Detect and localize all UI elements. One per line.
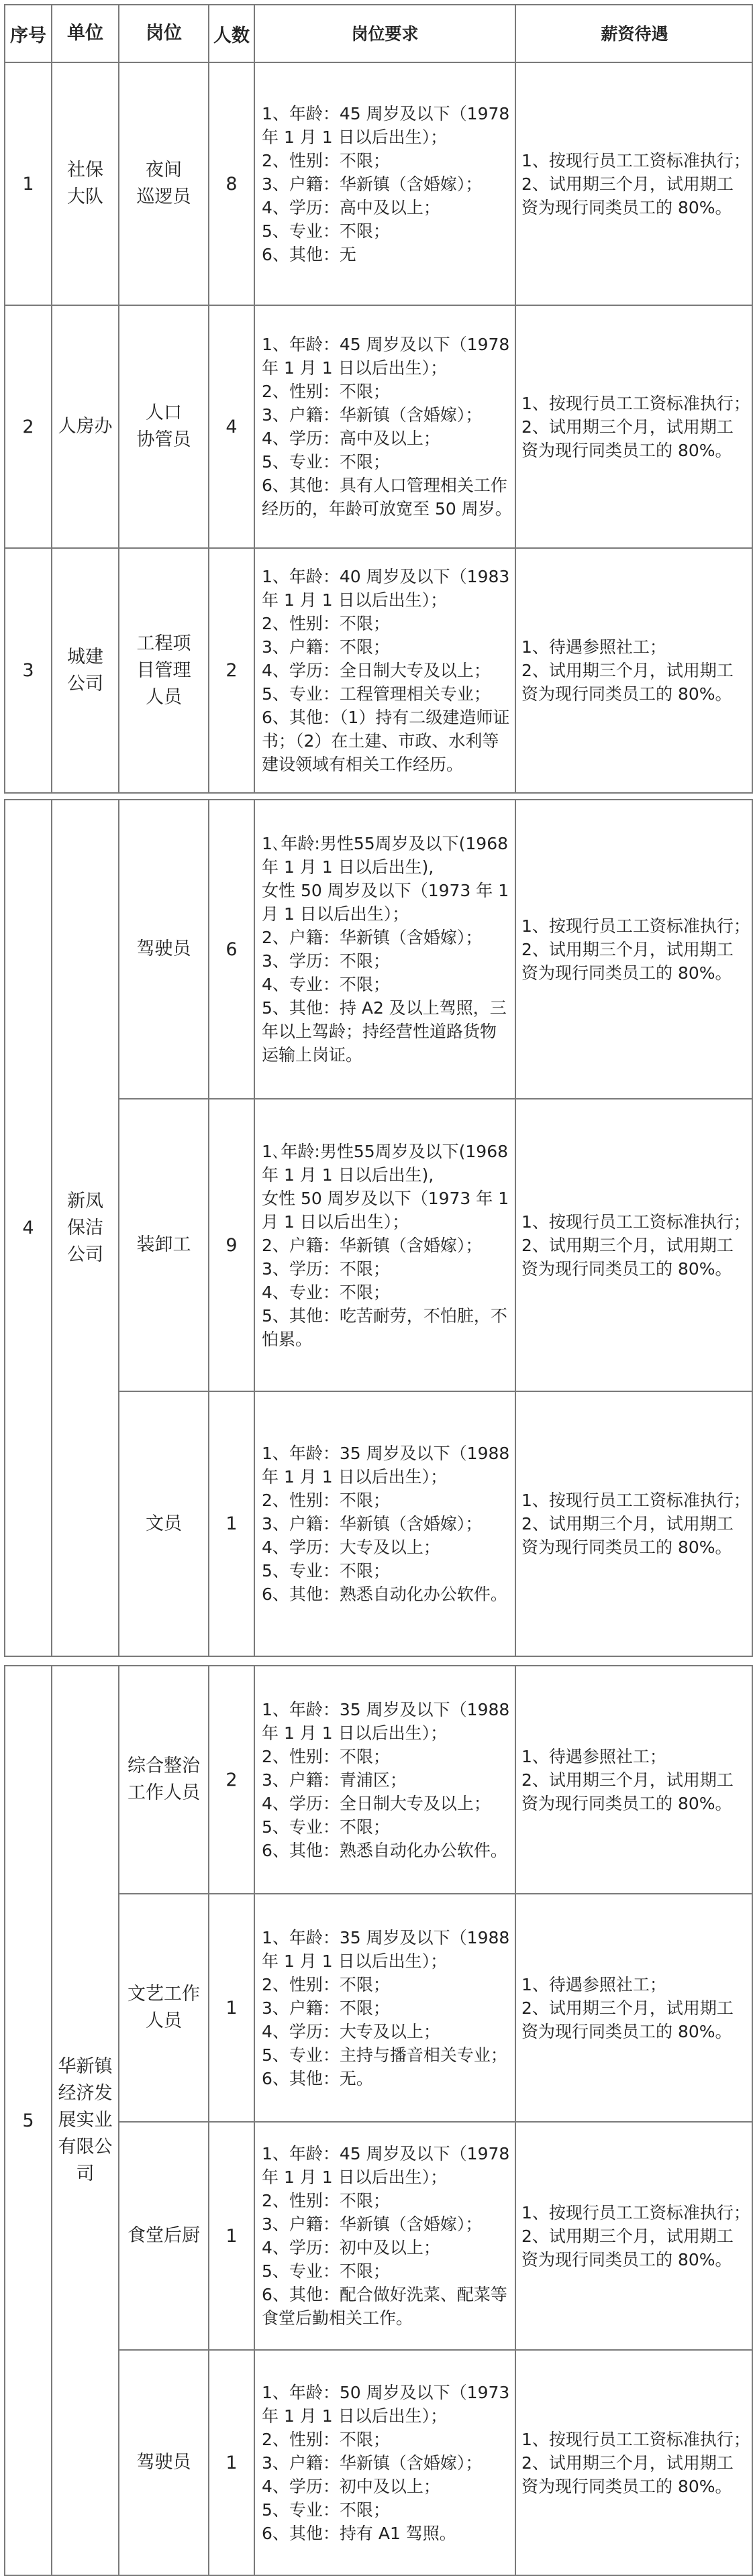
requirement-line: 3、户籍：不限；	[262, 637, 390, 657]
requirement-line: 4、学历：高中及以上；	[262, 429, 440, 448]
salary-line: 2、试用期三个月，试用期工	[521, 661, 734, 680]
position-cell	[119, 2350, 209, 2575]
salary-line: 2、试用期三个月，试用期工	[521, 417, 734, 437]
count-cell: 1	[209, 1894, 254, 2122]
requirement-line: 3、户籍：华新镇（含婚嫁）；	[262, 2214, 483, 2234]
requirement-line: 1､年龄:男性55周岁及以下(1968	[262, 834, 509, 853]
requirement-line: 2、性别：不限；	[262, 1974, 390, 1994]
salary-line: 2、试用期三个月，试用期工	[521, 174, 734, 194]
requirement-line: 5、专业：不限；	[262, 1817, 390, 1837]
recruitment-document	[0, 4, 750, 2543]
unit-line: 司	[76, 2163, 95, 2184]
count-cell: 1	[209, 1391, 254, 1656]
requirement-line: 3、户籍：华新镇（含婚嫁）；	[262, 174, 483, 194]
unit-line: 有限公	[58, 2137, 113, 2157]
requirement-line: 年以上驾龄；持经营性道路货物	[262, 1022, 497, 1041]
salary-line: 1、按现行员工工资标准执行；	[521, 1212, 750, 1232]
requirement-line: 2、性别：不限；	[262, 614, 390, 633]
unit-line: 社保	[67, 160, 103, 180]
requirement-line: 6、其他：熟悉自动化办公软件。	[262, 1840, 507, 1860]
salary-cell	[515, 2122, 752, 2350]
requirements-cell	[254, 62, 515, 305]
requirement-line: 2、户籍：华新镇（含婚嫁）；	[262, 1235, 483, 1255]
requirements-cell	[254, 305, 515, 548]
requirement-line: 4、专业：不限；	[262, 1282, 390, 1302]
requirement-line: 5、其他：吃苦耐劳，不怕脏，不	[262, 1305, 507, 1326]
table-header-row	[5, 5, 752, 62]
position-line: 人员	[146, 686, 182, 708]
header-salary: 薪资待遇	[515, 5, 752, 62]
salary-line: 2、试用期三个月，试用期工	[521, 1514, 734, 1534]
position-line: 工作人员	[128, 1782, 200, 1803]
header-position: 岗位	[119, 5, 209, 62]
requirement-line: 5、专业：不限；	[262, 2500, 390, 2520]
salary-cell	[515, 1894, 752, 2122]
requirements-cell	[254, 1894, 515, 2122]
salary-line: 1、按现行员工工资标准执行；	[521, 916, 750, 936]
requirement-line: 6、其他：配合做好洗菜、配菜等	[262, 2285, 507, 2304]
position-line: 食堂后厨	[128, 2225, 200, 2246]
requirement-line: 2、性别：不限；	[262, 382, 390, 401]
salary-line: 2、试用期三个月，试用期工	[521, 2226, 734, 2246]
salary-line: 2、试用期三个月，试用期工	[521, 1235, 734, 1255]
requirement-line: 女性 50 周岁及以下（1973 年 1	[262, 881, 509, 900]
salary-line: 资为现行同类员工的 80%。	[521, 2476, 732, 2496]
requirement-line: 5、其他：持 A2 及以上驾照，三	[262, 998, 507, 1018]
unit-line: 公司	[67, 1244, 103, 1265]
seq-cell: 2	[5, 305, 52, 548]
unit-line: 经济发	[58, 2083, 113, 2104]
seq-cell: 5	[5, 1666, 52, 2575]
salary-line: 资为现行同类员工的 80%。	[521, 684, 732, 704]
header-requirements: 岗位要求	[254, 5, 515, 62]
position-line: 人口	[146, 402, 182, 423]
count-cell: 1	[209, 2350, 254, 2575]
requirements-cell	[254, 2350, 515, 2575]
position-line: 人员	[146, 2010, 182, 2031]
salary-line: 1、按现行员工工资标准执行；	[521, 2429, 750, 2449]
seq-cell: 3	[5, 548, 52, 793]
salary-cell	[515, 62, 752, 305]
position-cell	[119, 1099, 209, 1391]
requirement-line: 年 1 月 1 日以后出生）；	[262, 127, 448, 147]
requirement-line: 6、其他：无。	[262, 2068, 373, 2088]
requirements-cell	[254, 800, 515, 1099]
requirement-line: 5、专业：不限；	[262, 221, 390, 241]
requirement-line: 年 1 月 1 日以后出生）；	[262, 2406, 448, 2426]
requirement-line: 3、户籍：华新镇（含婚嫁）；	[262, 2453, 483, 2473]
requirement-line: 1、年龄：35 周岁及以下（1988	[262, 1444, 510, 1463]
position-line: 装卸工	[136, 1234, 191, 1255]
position-cell	[119, 800, 209, 1099]
requirement-line: 怕累。	[262, 1329, 313, 1349]
count-cell: 1	[209, 2122, 254, 2350]
position-line: 综合整治	[128, 1756, 200, 1776]
requirements-cell	[254, 2122, 515, 2350]
unit-line: 保洁	[67, 1217, 103, 1238]
requirement-line: 4、学历：全日制大专及以上；	[262, 661, 491, 680]
requirement-line: 3、户籍：华新镇（含婚嫁）；	[262, 405, 483, 425]
position-cell	[119, 1666, 209, 1894]
salary-cell	[515, 305, 752, 548]
requirement-line: 4、学历：高中及以上；	[262, 197, 440, 217]
salary-line: 1、按现行员工工资标准执行；	[521, 1491, 750, 1510]
requirements-cell	[254, 548, 515, 793]
position-line: 驾驶员	[136, 938, 191, 959]
position-line: 工程项	[136, 633, 191, 654]
requirement-line: 5、专业：主持与播音相关专业；	[262, 2045, 507, 2065]
requirement-line: 6、其他：具有人口管理相关工作	[262, 476, 507, 495]
table-row	[5, 305, 752, 548]
position-line: 协管员	[136, 429, 191, 450]
requirement-line: 年 1 月 1 日以后出生),	[262, 857, 434, 877]
requirement-line: 书；（2）在土建、市政、水利等	[262, 731, 499, 751]
salary-cell	[515, 1666, 752, 1894]
requirement-line: 4、学历：初中及以上；	[262, 2476, 440, 2496]
count-cell: 2	[209, 1666, 254, 1894]
requirement-line: 1、年龄：50 周岁及以下（1973	[262, 2382, 510, 2402]
requirement-line: 1､年龄:男性55周岁及以下(1968	[262, 1141, 509, 1161]
unit-cell	[52, 1666, 119, 2575]
requirement-line: 3、学历：不限；	[262, 951, 390, 971]
requirement-line: 2、性别：不限；	[262, 1746, 390, 1766]
requirements-cell	[254, 1391, 515, 1656]
salary-line: 1、按现行员工工资标准执行；	[521, 150, 750, 170]
requirement-line: 1、年龄：45 周岁及以下（1978	[262, 335, 510, 354]
position-cell	[119, 305, 209, 548]
position-cell	[119, 1894, 209, 2122]
salary-line: 1、按现行员工工资标准执行；	[521, 2202, 750, 2222]
requirement-line: 2、性别：不限；	[262, 1491, 390, 1510]
unit-line: 公司	[67, 673, 103, 694]
requirement-line: 5、专业：不限；	[262, 452, 390, 472]
header-count: 人数	[209, 5, 254, 62]
requirement-line: 2、性别：不限；	[262, 2429, 390, 2449]
requirement-line: 建设领域有相关工作经历。	[262, 755, 464, 774]
position-line: 巡逻员	[136, 186, 191, 207]
requirement-line: 食堂后勤相关工作。	[262, 2308, 413, 2328]
requirement-line: 2、户籍：华新镇（含婚嫁）；	[262, 928, 483, 947]
count-cell: 8	[209, 62, 254, 305]
requirement-line: 5、专业：不限；	[262, 2261, 390, 2281]
salary-cell	[515, 1391, 752, 1656]
unit-line: 展实业	[58, 2110, 113, 2131]
requirements-cell	[254, 1099, 515, 1391]
position-cell	[119, 548, 209, 793]
salary-line: 资为现行同类员工的 80%。	[521, 1258, 732, 1279]
requirement-line: 2、性别：不限；	[262, 2191, 390, 2210]
requirement-line: 1、年龄：35 周岁及以下（1988	[262, 1927, 510, 1947]
requirement-line: 3、户籍：不限；	[262, 1998, 390, 2018]
requirements-cell	[254, 1666, 515, 1894]
position-cell	[119, 2122, 209, 2350]
requirement-line: 1、年龄：35 周岁及以下（1988	[262, 1699, 510, 1719]
count-cell: 4	[209, 305, 254, 548]
requirement-line: 1、年龄：40 周岁及以下（1983	[262, 567, 510, 586]
unit-cell	[52, 800, 119, 1656]
requirement-line: 5、专业：工程管理相关专业；	[262, 684, 491, 704]
requirement-line: 1、年龄：45 周岁及以下（1978	[262, 2144, 510, 2163]
requirement-line: 3、户籍：华新镇（含婚嫁）；	[262, 1514, 483, 1534]
salary-line: 2、试用期三个月，试用期工	[521, 1770, 734, 1790]
salary-line: 资为现行同类员工的 80%。	[521, 2021, 732, 2041]
recruitment-table-group-4	[4, 799, 753, 1657]
requirement-line: 2、性别：不限；	[262, 150, 390, 170]
header-seq: 序号	[5, 5, 52, 62]
requirement-line: 年 1 月 1 日以后出生）；	[262, 1951, 448, 1971]
count-cell: 6	[209, 800, 254, 1099]
salary-line: 资为现行同类员工的 80%。	[521, 2249, 732, 2269]
requirement-line: 年 1 月 1 日以后出生）；	[262, 1467, 448, 1487]
unit-cell	[52, 548, 119, 793]
salary-line: 1、按现行员工工资标准执行；	[521, 393, 750, 413]
requirement-line: 4、专业：不限；	[262, 975, 390, 994]
table-row	[5, 1666, 752, 1894]
salary-line: 资为现行同类员工的 80%。	[521, 1793, 732, 1813]
requirement-line: 4、学历：初中及以上；	[262, 2238, 440, 2257]
position-line: 驾驶员	[136, 2452, 191, 2473]
unit-line: 人房办	[58, 416, 113, 437]
header-unit: 单位	[52, 5, 119, 62]
position-cell	[119, 62, 209, 305]
requirement-line: 5、专业：不限；	[262, 1561, 390, 1580]
unit-cell	[52, 62, 119, 305]
position-line: 文艺工作	[128, 1984, 200, 2004]
salary-cell	[515, 548, 752, 793]
requirement-line: 6、其他：（1）持有二级建造师证	[262, 708, 510, 727]
salary-line: 2、试用期三个月，试用期工	[521, 1998, 734, 2018]
salary-line: 资为现行同类员工的 80%。	[521, 440, 732, 460]
requirement-line: 4、学历：大专及以上；	[262, 2021, 440, 2041]
seq-cell: 4	[5, 800, 52, 1656]
unit-line: 城建	[67, 646, 103, 667]
recruitment-table-main	[4, 4, 753, 794]
position-line: 夜间	[146, 160, 182, 180]
unit-line: 新凤	[67, 1190, 103, 1212]
requirement-line: 年 1 月 1 日以后出生）；	[262, 590, 448, 610]
requirement-line: 6、其他：无	[262, 244, 356, 264]
salary-line: 资为现行同类员工的 80%。	[521, 963, 732, 983]
requirement-line: 年 1 月 1 日以后出生）；	[262, 1723, 448, 1743]
salary-line: 1、待遇参照社工；	[521, 1974, 666, 1994]
unit-cell	[52, 305, 119, 548]
requirement-line: 女性 50 周岁及以下（1973 年 1	[262, 1188, 509, 1208]
unit-line: 华新镇	[58, 2056, 113, 2077]
salary-line: 1、待遇参照社工；	[521, 637, 666, 657]
table-row	[5, 62, 752, 305]
seq-cell: 1	[5, 62, 52, 305]
requirement-line: 4、学历：全日制大专及以上；	[262, 1793, 491, 1813]
salary-cell	[515, 1099, 752, 1391]
requirement-line: 运输上岗证。	[262, 1045, 363, 1065]
requirement-line: 月 1 日以后出生）；	[262, 1212, 409, 1232]
requirement-line: 年 1 月 1 日以后出生）；	[262, 2167, 448, 2187]
position-cell	[119, 1391, 209, 1656]
table-row	[5, 800, 752, 1099]
requirement-line: 年 1 月 1 日以后出生）；	[262, 358, 448, 378]
salary-cell	[515, 800, 752, 1099]
recruitment-table-group-5	[4, 1665, 753, 2576]
requirement-line: 年 1 月 1 日以后出生),	[262, 1165, 434, 1185]
salary-line: 资为现行同类员工的 80%。	[521, 197, 732, 217]
table-row	[5, 548, 752, 793]
salary-line: 2、试用期三个月，试用期工	[521, 939, 734, 959]
count-cell: 2	[209, 548, 254, 793]
count-cell: 9	[209, 1099, 254, 1391]
unit-line: 大队	[67, 186, 103, 207]
requirement-line: 月 1 日以后出生）；	[262, 904, 409, 924]
requirement-line: 6、其他：熟悉自动化办公软件。	[262, 1585, 507, 1604]
salary-line: 1、待遇参照社工；	[521, 1746, 666, 1766]
salary-line: 2、试用期三个月，试用期工	[521, 2453, 734, 2473]
salary-cell	[515, 2350, 752, 2575]
salary-line: 资为现行同类员工的 80%。	[521, 1538, 732, 1557]
requirement-line: 1、年龄：45 周岁及以下（1978	[262, 103, 510, 123]
requirement-line: 4、学历：大专及以上；	[262, 1538, 440, 1557]
requirement-line: 经历的，年龄可放宽至 50 周岁。	[262, 499, 512, 519]
requirement-line: 3、户籍：青浦区；	[262, 1770, 407, 1790]
requirement-line: 3、学历：不限；	[262, 1258, 390, 1279]
position-line: 文员	[146, 1513, 182, 1534]
position-line: 目管理	[136, 659, 191, 681]
requirement-line: 6、其他：持有 A1 驾照。	[262, 2523, 456, 2543]
